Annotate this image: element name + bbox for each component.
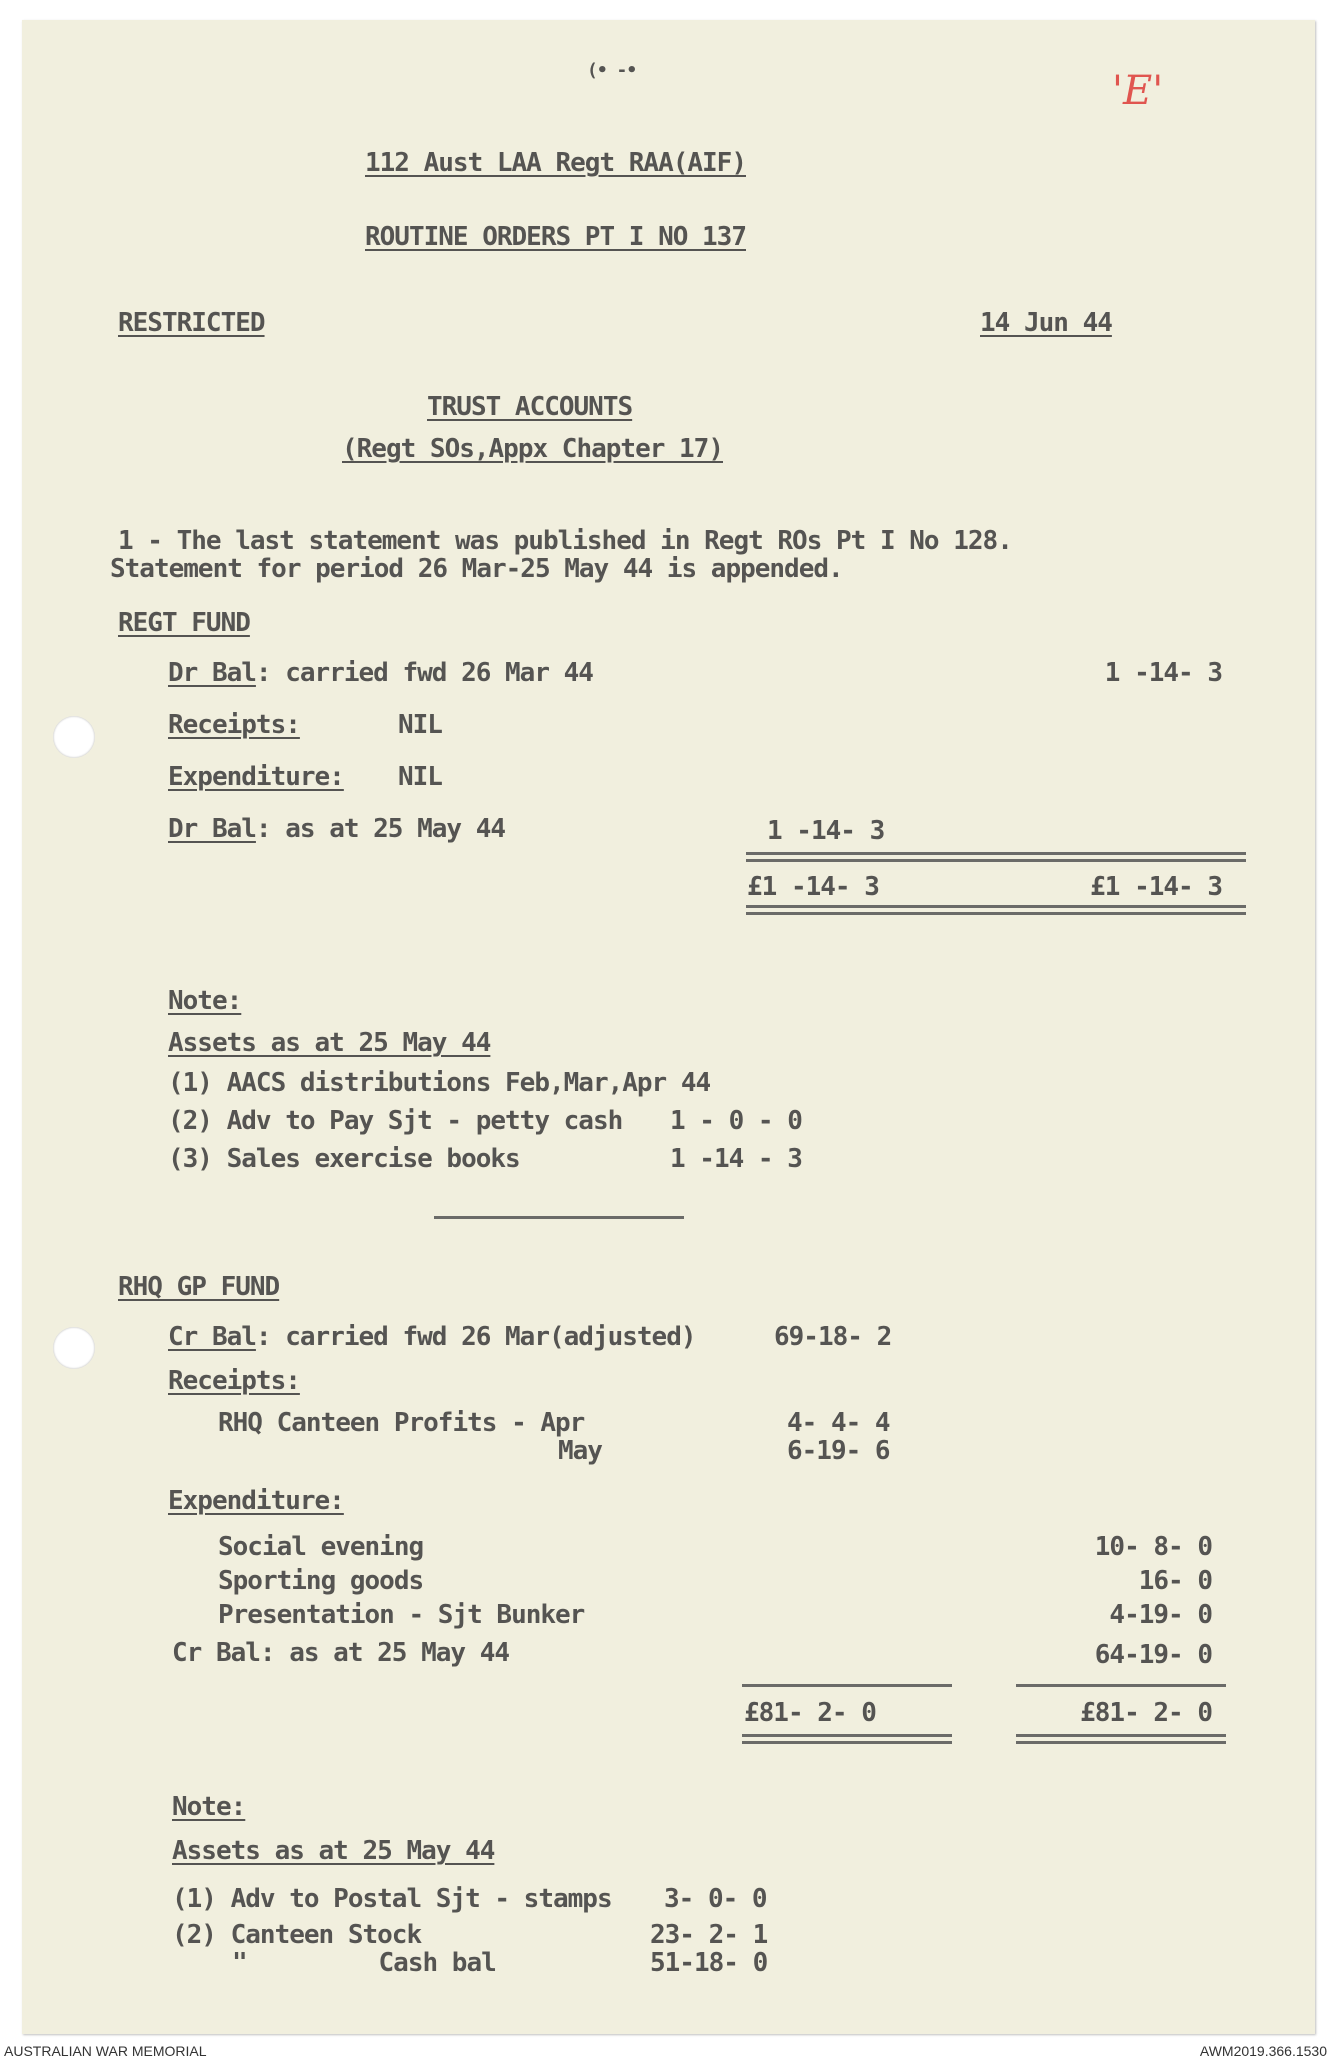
rhq-total-left: £81- 2- 0 [744,1698,876,1728]
intro-line-1: 1 - The last statement was published in Regt ROs Pt I No 128. [118,526,1012,556]
rhq-subtotal-rule-right [1016,1684,1226,1687]
regt-close-value: 1 -14- 3 [767,816,885,846]
regt-total-left: £1 -14- 3 [747,872,879,902]
rhq-asset-value-2: 23- 2- 1 [650,1920,768,1950]
rhq-cr-bal-row [168,1324,696,1350]
rhq-close-text: Cr Bal: as at 25 May 44 [172,1638,510,1668]
regt-dr-bal-row [168,660,593,686]
rhq-total-rule-left [742,1734,952,1737]
regt-asset-item-3: (3) Sales exercise books [168,1144,520,1174]
rhq-asset-value-1: 3- 0- 0 [664,1884,767,1914]
regt-subtotal-rule-2 [746,859,1246,862]
rhq-expenditure-value-3: 4-19- 0 [1109,1600,1212,1630]
document-page [22,20,1315,2034]
order-date: 14 Jun 44 [980,308,1112,338]
rhq-expenditure-value-2: 16- 0 [1138,1566,1212,1596]
footer-accession: AWM2019.366.1530 [1199,2043,1327,2059]
rhq-total-right: £81- 2- 0 [1080,1698,1212,1728]
regt-note-label: Note: [168,986,242,1016]
regt-fund-heading: REGT FUND [118,608,250,638]
regt-subtotal-rule [746,852,1246,855]
rhq-cr-bal-text: : carried fwd 26 Mar(adjusted) [255,1322,696,1352]
section-divider [434,1216,684,1219]
rhq-assets-label: Assets as at 25 May 44 [172,1836,495,1866]
regt-expenditure-value: NIL [398,762,442,792]
regt-dr-bal-text: : carried fwd 26 Mar 44 [255,658,593,688]
rhq-cr-bal-label: Cr Bal [168,1322,256,1352]
regt-asset-value-3: 1 -14 - 3 [670,1144,802,1174]
rhq-expenditure-item-3: Presentation - Sjt Bunker [218,1600,585,1630]
regt-close-row [168,816,505,842]
top-marks: (• -• [587,60,637,81]
regt-total-rule [746,905,1246,908]
rhq-fund-heading: RHQ GP FUND [118,1272,280,1302]
rhq-expenditure-value-1: 10- 8- 0 [1094,1532,1212,1562]
intro-line-2: Statement for period 26 Mar-25 May 44 is appended. [110,554,843,584]
rhq-expenditure-item-2: Sporting goods [218,1566,424,1596]
rhq-total-rule-right [1016,1734,1226,1737]
rhq-total-rule-right-2 [1016,1741,1226,1744]
rhq-expenditure-label: Expenditure: [168,1486,344,1516]
rhq-subtotal-rule-left [742,1684,952,1687]
rhq-asset-item-1: (1) Adv to Postal Sjt - stamps [172,1884,612,1914]
regt-close-label: Dr Bal [168,814,256,844]
unit-title: 112 Aust LAA Regt RAA(AIF) [365,148,746,178]
classification: RESTRICTED [118,308,265,338]
regt-asset-item-1: (1) AACS distributions Feb,Mar,Apr 44 [168,1068,711,1098]
rhq-cr-bal-value: 69-18- 2 [774,1322,892,1352]
rhq-canteen-label: RHQ Canteen Profits - Apr [218,1408,585,1438]
regt-assets-label: Assets as at 25 May 44 [168,1028,491,1058]
regt-receipts-value: NIL [398,710,442,740]
punch-hole-bottom [53,1327,95,1369]
rhq-asset-item-3: " Cash bal [232,1948,496,1978]
regt-dr-bal-value: 1 -14- 3 [1104,658,1222,688]
rhq-total-rule-left-2 [742,1741,952,1744]
regt-total-right: £1 -14- 3 [1090,872,1222,902]
footer-credit: AUSTRALIAN WAR MEMORIAL [4,2043,207,2059]
rhq-asset-item-2: (2) Canteen Stock [172,1920,422,1950]
archive-mark: 'E' [1112,68,1164,114]
regt-close-text: : as at 25 May 44 [255,814,506,844]
orders-title: ROUTINE ORDERS PT I NO 137 [365,222,746,252]
section-title: TRUST ACCOUNTS [427,392,633,422]
rhq-close-value: 64-19- 0 [1094,1640,1212,1670]
regt-asset-value-2: 1 - 0 - 0 [670,1106,802,1136]
rhq-canteen-may-label: May [558,1436,602,1466]
regt-expenditure-label: Expenditure: [168,762,344,792]
punch-hole-top [53,716,95,758]
rhq-canteen-may: 6-19- 6 [787,1436,890,1466]
rhq-canteen-apr: 4- 4- 4 [787,1408,890,1438]
regt-dr-bal-label: Dr Bal [168,658,256,688]
regt-receipts-label: Receipts: [168,710,300,740]
rhq-receipts-label: Receipts: [168,1366,300,1396]
regt-asset-item-2: (2) Adv to Pay Sjt - petty cash [168,1106,623,1136]
regt-total-rule-2 [746,912,1246,915]
section-subtitle: (Regt SOs,Appx Chapter 17) [342,434,723,464]
rhq-expenditure-item-1: Social evening [218,1532,424,1562]
rhq-note-label: Note: [172,1792,246,1822]
rhq-asset-value-3: 51-18- 0 [650,1948,768,1978]
